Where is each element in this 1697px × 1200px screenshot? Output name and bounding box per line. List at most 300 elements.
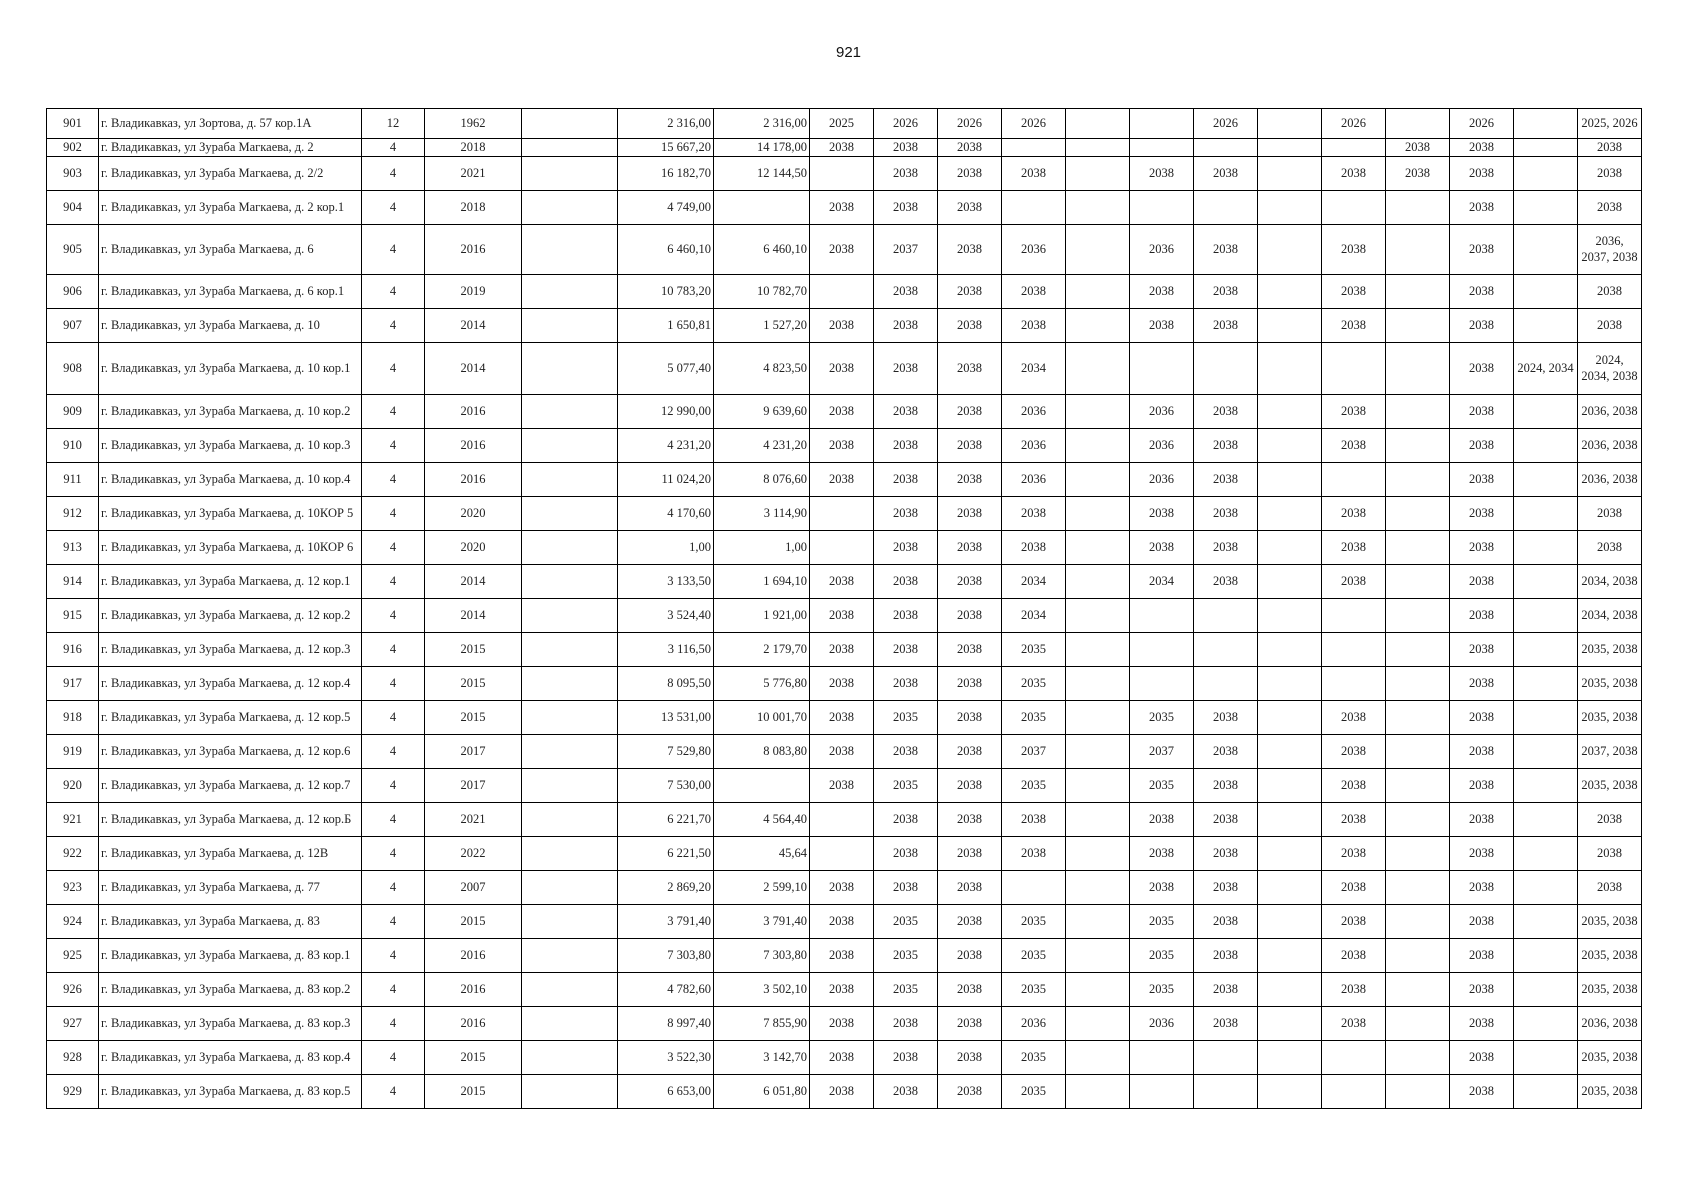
empty-cell [522, 309, 618, 343]
year-built-cell: 2015 [425, 1075, 522, 1109]
row-number: 927 [47, 1007, 99, 1041]
floors-cell: 4 [362, 769, 425, 803]
year-cell-1: 2038 [810, 139, 874, 157]
floors-cell: 4 [362, 395, 425, 429]
year-cell-4: 2038 [1002, 275, 1066, 309]
floors-cell: 4 [362, 1075, 425, 1109]
year-cell-8 [1258, 225, 1322, 275]
year-cell-11: 2038 [1450, 667, 1514, 701]
year-cell-3: 2038 [938, 633, 1002, 667]
year-built-cell: 2015 [425, 633, 522, 667]
year-cell-11: 2038 [1450, 1007, 1514, 1041]
row-number: 914 [47, 565, 99, 599]
total-area-cell: 6 460,10 [618, 225, 714, 275]
year-cell-1 [810, 531, 874, 565]
floors-cell: 4 [362, 225, 425, 275]
floors-cell: 4 [362, 429, 425, 463]
empty-cell [522, 565, 618, 599]
year-cell-6: 2038 [1130, 803, 1194, 837]
year-cell-4: 2036 [1002, 429, 1066, 463]
year-cell-2: 2035 [874, 973, 938, 1007]
year-cell-6: 2035 [1130, 939, 1194, 973]
table-row [47, 1041, 1642, 1075]
empty-cell [522, 429, 618, 463]
year-cell-4: 2035 [1002, 973, 1066, 1007]
year-cell-9 [1322, 191, 1386, 225]
year-cell-9: 2038 [1322, 157, 1386, 191]
year-cell-5 [1066, 275, 1130, 309]
floors-cell: 4 [362, 309, 425, 343]
floors-cell: 12 [362, 109, 425, 139]
year-cell-7 [1194, 1041, 1258, 1075]
year-cell-2: 2038 [874, 1075, 938, 1109]
year-cell-8 [1258, 905, 1322, 939]
year-cell-9 [1322, 1041, 1386, 1075]
year-cell-11: 2038 [1450, 973, 1514, 1007]
year-cell-7: 2038 [1194, 1007, 1258, 1041]
year-cell-9: 2038 [1322, 803, 1386, 837]
total-area-cell: 7 303,80 [618, 939, 714, 973]
year-cell-8 [1258, 1041, 1322, 1075]
housing-register-table [46, 108, 1642, 1109]
year-cell-2: 2026 [874, 109, 938, 139]
table-row [47, 225, 1642, 275]
year-cell-5 [1066, 1007, 1130, 1041]
table-row [47, 939, 1642, 973]
table-row [47, 803, 1642, 837]
year-cell-3: 2038 [938, 735, 1002, 769]
empty-cell [522, 939, 618, 973]
living-area-cell: 4 823,50 [714, 343, 810, 395]
year-cell-7: 2038 [1194, 769, 1258, 803]
year-cell-3: 2038 [938, 191, 1002, 225]
year-cell-1: 2038 [810, 871, 874, 905]
empty-cell [522, 531, 618, 565]
year-cell-8 [1258, 275, 1322, 309]
year-cell-11: 2038 [1450, 769, 1514, 803]
living-area-cell: 3 142,70 [714, 1041, 810, 1075]
row-number: 908 [47, 343, 99, 395]
year-cell-8 [1258, 463, 1322, 497]
year-cell-12: 2024, 2034 [1514, 343, 1578, 395]
year-built-cell: 2007 [425, 871, 522, 905]
year-cell-6 [1130, 667, 1194, 701]
year-cell-13: 2035, 2038 [1578, 1041, 1642, 1075]
year-cell-7: 2038 [1194, 275, 1258, 309]
year-cell-8 [1258, 139, 1322, 157]
address-cell: г. Владикавказ, ул Зураба Магкаева, д. 6 [99, 225, 362, 275]
total-area-cell: 7 530,00 [618, 769, 714, 803]
year-cell-12 [1514, 463, 1578, 497]
year-built-cell: 2017 [425, 735, 522, 769]
year-cell-1: 2038 [810, 395, 874, 429]
living-area-cell: 2 179,70 [714, 633, 810, 667]
row-number: 917 [47, 667, 99, 701]
year-cell-5 [1066, 1041, 1130, 1075]
year-cell-4: 2035 [1002, 1075, 1066, 1109]
year-cell-5 [1066, 191, 1130, 225]
year-cell-4: 2036 [1002, 395, 1066, 429]
year-cell-6: 2035 [1130, 973, 1194, 1007]
table-row [47, 157, 1642, 191]
address-cell: г. Владикавказ, ул Зураба Магкаева, д. 83 кор.5 [99, 1075, 362, 1109]
year-cell-4: 2038 [1002, 531, 1066, 565]
year-cell-4: 2038 [1002, 497, 1066, 531]
year-cell-8 [1258, 531, 1322, 565]
year-cell-1 [810, 497, 874, 531]
year-cell-8 [1258, 1075, 1322, 1109]
year-cell-9 [1322, 667, 1386, 701]
year-cell-10 [1386, 837, 1450, 871]
year-cell-2: 2038 [874, 343, 938, 395]
year-cell-10 [1386, 871, 1450, 905]
year-cell-8 [1258, 395, 1322, 429]
year-cell-7: 2038 [1194, 225, 1258, 275]
year-cell-1: 2025 [810, 109, 874, 139]
year-cell-4: 2035 [1002, 633, 1066, 667]
row-number: 921 [47, 803, 99, 837]
year-cell-4: 2035 [1002, 905, 1066, 939]
year-cell-6: 2035 [1130, 701, 1194, 735]
year-cell-3: 2038 [938, 939, 1002, 973]
year-cell-8 [1258, 109, 1322, 139]
year-cell-2: 2038 [874, 667, 938, 701]
year-cell-5 [1066, 429, 1130, 463]
floors-cell: 4 [362, 633, 425, 667]
year-cell-3: 2038 [938, 973, 1002, 1007]
row-number: 916 [47, 633, 99, 667]
year-cell-6: 2037 [1130, 735, 1194, 769]
address-cell: г. Владикавказ, ул Зураба Магкаева, д. 6 кор.1 [99, 275, 362, 309]
table-row [47, 1075, 1642, 1109]
address-cell: г. Владикавказ, ул Зураба Магкаева, д. 12 кор.3 [99, 633, 362, 667]
year-cell-1: 2038 [810, 1075, 874, 1109]
address-cell: г. Владикавказ, ул Зураба Магкаева, д. 2 кор.1 [99, 191, 362, 225]
empty-cell [522, 395, 618, 429]
year-cell-8 [1258, 429, 1322, 463]
year-cell-13: 2036, 2038 [1578, 1007, 1642, 1041]
year-cell-13: 2035, 2038 [1578, 769, 1642, 803]
year-cell-13: 2034, 2038 [1578, 599, 1642, 633]
year-cell-11: 2038 [1450, 343, 1514, 395]
year-cell-8 [1258, 871, 1322, 905]
total-area-cell: 3 116,50 [618, 633, 714, 667]
year-cell-5 [1066, 939, 1130, 973]
address-cell: г. Владикавказ, ул Зураба Магкаева, д. 77 [99, 871, 362, 905]
table-row [47, 905, 1642, 939]
year-cell-11: 2038 [1450, 633, 1514, 667]
year-cell-5 [1066, 701, 1130, 735]
year-cell-5 [1066, 803, 1130, 837]
year-cell-3: 2038 [938, 139, 1002, 157]
year-cell-4: 2035 [1002, 1041, 1066, 1075]
year-cell-5 [1066, 633, 1130, 667]
year-cell-7 [1194, 667, 1258, 701]
floors-cell: 4 [362, 531, 425, 565]
year-cell-2: 2038 [874, 139, 938, 157]
living-area-cell: 1 694,10 [714, 565, 810, 599]
year-cell-3: 2038 [938, 225, 1002, 275]
table-row [47, 667, 1642, 701]
living-area-cell: 2 316,00 [714, 109, 810, 139]
living-area-cell: 12 144,50 [714, 157, 810, 191]
year-cell-10 [1386, 939, 1450, 973]
table-row [47, 769, 1642, 803]
year-cell-2: 2038 [874, 531, 938, 565]
year-cell-7: 2038 [1194, 871, 1258, 905]
year-cell-4 [1002, 191, 1066, 225]
year-cell-8 [1258, 973, 1322, 1007]
living-area-cell: 3 502,10 [714, 973, 810, 1007]
row-number: 919 [47, 735, 99, 769]
row-number: 925 [47, 939, 99, 973]
table-row [47, 599, 1642, 633]
year-cell-7: 2038 [1194, 497, 1258, 531]
total-area-cell: 3 524,40 [618, 599, 714, 633]
year-cell-8 [1258, 497, 1322, 531]
empty-cell [522, 735, 618, 769]
total-area-cell: 10 783,20 [618, 275, 714, 309]
year-built-cell: 2015 [425, 905, 522, 939]
year-cell-10 [1386, 769, 1450, 803]
row-number: 902 [47, 139, 99, 157]
year-cell-3: 2038 [938, 871, 1002, 905]
empty-cell [522, 139, 618, 157]
floors-cell: 4 [362, 1007, 425, 1041]
year-cell-7: 2038 [1194, 973, 1258, 1007]
year-cell-5 [1066, 497, 1130, 531]
table-row [47, 139, 1642, 157]
row-number: 929 [47, 1075, 99, 1109]
address-cell: г. Владикавказ, ул Зураба Магкаева, д. 10 кор.4 [99, 463, 362, 497]
year-cell-2: 2038 [874, 871, 938, 905]
year-cell-3: 2038 [938, 1041, 1002, 1075]
year-cell-13: 2025, 2026 [1578, 109, 1642, 139]
year-cell-6: 2035 [1130, 905, 1194, 939]
year-cell-9 [1322, 343, 1386, 395]
living-area-cell: 45,64 [714, 837, 810, 871]
year-cell-11: 2038 [1450, 701, 1514, 735]
floors-cell: 4 [362, 939, 425, 973]
year-cell-7: 2038 [1194, 837, 1258, 871]
address-cell: г. Владикавказ, ул Зураба Магкаева, д. 10КОР 5 [99, 497, 362, 531]
year-cell-5 [1066, 139, 1130, 157]
year-cell-10 [1386, 343, 1450, 395]
year-cell-11: 2038 [1450, 157, 1514, 191]
empty-cell [522, 225, 618, 275]
year-cell-10 [1386, 565, 1450, 599]
year-cell-9 [1322, 463, 1386, 497]
year-cell-11: 2038 [1450, 871, 1514, 905]
total-area-cell: 13 531,00 [618, 701, 714, 735]
empty-cell [522, 599, 618, 633]
empty-cell [522, 1007, 618, 1041]
year-cell-1: 2038 [810, 1041, 874, 1075]
year-cell-12 [1514, 157, 1578, 191]
year-cell-12 [1514, 309, 1578, 343]
year-built-cell: 2019 [425, 275, 522, 309]
year-cell-13: 2038 [1578, 531, 1642, 565]
total-area-cell: 2 316,00 [618, 109, 714, 139]
row-number: 912 [47, 497, 99, 531]
year-cell-11: 2038 [1450, 225, 1514, 275]
year-cell-9: 2038 [1322, 735, 1386, 769]
table-row [47, 343, 1642, 395]
year-cell-13: 2035, 2038 [1578, 1075, 1642, 1109]
year-cell-11: 2038 [1450, 565, 1514, 599]
year-cell-2: 2038 [874, 157, 938, 191]
empty-cell [522, 871, 618, 905]
year-built-cell: 2020 [425, 531, 522, 565]
year-cell-2: 2038 [874, 395, 938, 429]
total-area-cell: 4 231,20 [618, 429, 714, 463]
year-cell-2: 2038 [874, 1007, 938, 1041]
year-cell-6: 2038 [1130, 497, 1194, 531]
empty-cell [522, 343, 618, 395]
year-cell-2: 2038 [874, 803, 938, 837]
year-cell-7: 2026 [1194, 109, 1258, 139]
year-cell-11: 2038 [1450, 803, 1514, 837]
year-cell-6: 2038 [1130, 275, 1194, 309]
year-cell-9: 2038 [1322, 905, 1386, 939]
empty-cell [522, 837, 618, 871]
address-cell: г. Владикавказ, ул Зураба Магкаева, д. 2 [99, 139, 362, 157]
living-area-cell: 2 599,10 [714, 871, 810, 905]
year-cell-4: 2036 [1002, 1007, 1066, 1041]
year-built-cell: 2016 [425, 463, 522, 497]
year-built-cell: 2015 [425, 667, 522, 701]
year-cell-6: 2038 [1130, 837, 1194, 871]
table-row [47, 395, 1642, 429]
address-cell: г. Владикавказ, ул Зураба Магкаева, д. 12 кор.6 [99, 735, 362, 769]
year-cell-11: 2038 [1450, 905, 1514, 939]
year-cell-1: 2038 [810, 343, 874, 395]
floors-cell: 4 [362, 157, 425, 191]
year-cell-6: 2038 [1130, 871, 1194, 905]
year-cell-13: 2024, 2034, 2038 [1578, 343, 1642, 395]
year-cell-11: 2038 [1450, 1041, 1514, 1075]
year-cell-10 [1386, 109, 1450, 139]
year-cell-12 [1514, 395, 1578, 429]
year-cell-6 [1130, 109, 1194, 139]
living-area-cell: 14 178,00 [714, 139, 810, 157]
year-cell-10 [1386, 735, 1450, 769]
empty-cell [522, 1041, 618, 1075]
year-cell-3: 2038 [938, 429, 1002, 463]
year-cell-11: 2038 [1450, 531, 1514, 565]
year-cell-9: 2038 [1322, 429, 1386, 463]
living-area-cell: 4 564,40 [714, 803, 810, 837]
floors-cell: 4 [362, 871, 425, 905]
year-cell-10 [1386, 1075, 1450, 1109]
year-built-cell: 2020 [425, 497, 522, 531]
year-built-cell: 2021 [425, 803, 522, 837]
year-cell-13: 2035, 2038 [1578, 939, 1642, 973]
table-row [47, 191, 1642, 225]
year-cell-5 [1066, 735, 1130, 769]
year-cell-11: 2038 [1450, 939, 1514, 973]
year-cell-12 [1514, 735, 1578, 769]
year-cell-6: 2035 [1130, 769, 1194, 803]
year-cell-6 [1130, 633, 1194, 667]
table-row [47, 497, 1642, 531]
total-area-cell: 2 869,20 [618, 871, 714, 905]
row-number: 903 [47, 157, 99, 191]
year-cell-12 [1514, 531, 1578, 565]
year-cell-9: 2038 [1322, 701, 1386, 735]
living-area-cell: 7 855,90 [714, 1007, 810, 1041]
year-cell-1 [810, 275, 874, 309]
year-cell-4: 2035 [1002, 769, 1066, 803]
year-cell-3: 2038 [938, 701, 1002, 735]
year-cell-1 [810, 837, 874, 871]
year-cell-1: 2038 [810, 1007, 874, 1041]
living-area-cell: 4 231,20 [714, 429, 810, 463]
empty-cell [522, 497, 618, 531]
year-cell-8 [1258, 939, 1322, 973]
year-cell-9: 2038 [1322, 565, 1386, 599]
year-cell-7 [1194, 191, 1258, 225]
year-cell-9: 2038 [1322, 497, 1386, 531]
year-cell-2: 2038 [874, 599, 938, 633]
year-cell-9 [1322, 633, 1386, 667]
year-cell-5 [1066, 565, 1130, 599]
year-cell-11: 2038 [1450, 395, 1514, 429]
table-row [47, 735, 1642, 769]
year-cell-5 [1066, 667, 1130, 701]
year-cell-3: 2026 [938, 109, 1002, 139]
year-built-cell: 2016 [425, 1007, 522, 1041]
year-cell-9: 2038 [1322, 395, 1386, 429]
year-cell-11: 2038 [1450, 837, 1514, 871]
empty-cell [522, 109, 618, 139]
year-cell-5 [1066, 599, 1130, 633]
year-built-cell: 2016 [425, 395, 522, 429]
year-cell-8 [1258, 837, 1322, 871]
year-cell-13: 2036, 2038 [1578, 395, 1642, 429]
year-cell-1: 2038 [810, 565, 874, 599]
year-cell-7: 2038 [1194, 565, 1258, 599]
empty-cell [522, 1075, 618, 1109]
year-cell-13: 2036, 2038 [1578, 463, 1642, 497]
year-cell-7: 2038 [1194, 735, 1258, 769]
year-cell-13: 2036, 2038 [1578, 429, 1642, 463]
year-built-cell: 2014 [425, 343, 522, 395]
year-cell-2: 2035 [874, 939, 938, 973]
address-cell: г. Владикавказ, ул Зураба Магкаева, д. 12 кор.5 [99, 701, 362, 735]
address-cell: г. Владикавказ, ул Зураба Магкаева, д. 12 кор.4 [99, 667, 362, 701]
year-cell-8 [1258, 599, 1322, 633]
year-cell-7: 2038 [1194, 531, 1258, 565]
row-number: 909 [47, 395, 99, 429]
year-cell-4: 2038 [1002, 157, 1066, 191]
year-cell-12 [1514, 939, 1578, 973]
year-cell-11: 2038 [1450, 1075, 1514, 1109]
year-cell-7: 2038 [1194, 157, 1258, 191]
total-area-cell: 11 024,20 [618, 463, 714, 497]
year-cell-11: 2038 [1450, 275, 1514, 309]
address-cell: г. Владикавказ, ул Зураба Магкаева, д. 12 кор.Б [99, 803, 362, 837]
total-area-cell: 3 133,50 [618, 565, 714, 599]
year-cell-13: 2035, 2038 [1578, 667, 1642, 701]
row-number: 918 [47, 701, 99, 735]
year-cell-2: 2038 [874, 191, 938, 225]
year-cell-4: 2026 [1002, 109, 1066, 139]
year-cell-1: 2038 [810, 769, 874, 803]
year-cell-13: 2038 [1578, 275, 1642, 309]
year-cell-5 [1066, 973, 1130, 1007]
year-cell-13: 2038 [1578, 803, 1642, 837]
